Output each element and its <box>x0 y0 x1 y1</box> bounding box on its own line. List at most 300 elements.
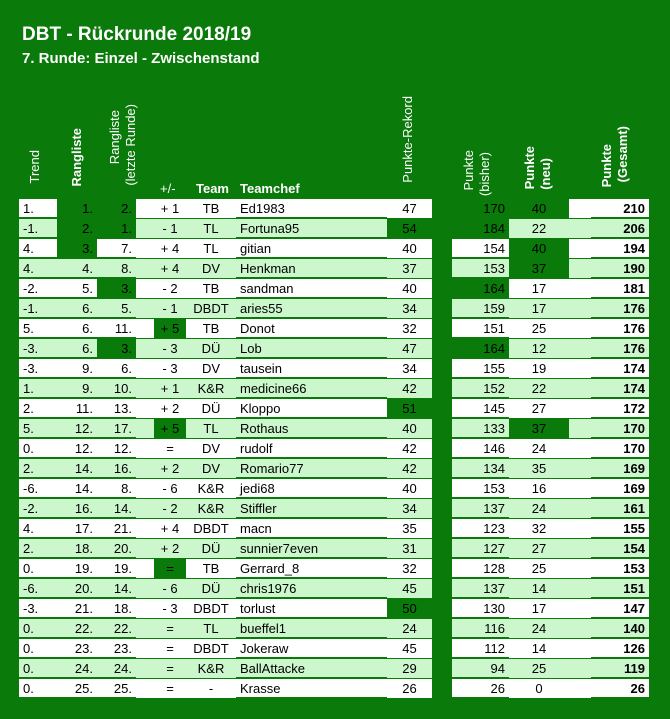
page-subtitle: 7. Runde: Einzel - Zwischenstand <box>22 50 260 67</box>
cell-gesamt: 169 <box>591 479 649 498</box>
cell-chef: medicine66 <box>236 379 387 398</box>
cell-prev: 18. <box>97 599 136 618</box>
cell-bisher: 170 <box>452 199 509 218</box>
cell-diff: + 2 <box>154 539 186 559</box>
cell-trend: 0. <box>19 439 57 458</box>
cell-rank: 25. <box>57 679 97 698</box>
row-spacer <box>136 359 154 379</box>
cell-prev: 24. <box>97 659 136 678</box>
table-row <box>19 399 649 419</box>
cell-team: K&R <box>186 479 236 499</box>
cell-diff: + 4 <box>154 259 186 279</box>
cell-team: K&R <box>186 379 236 399</box>
cell-chef: Gerrard_8 <box>236 559 387 578</box>
cell-bisher: 153 <box>452 479 509 498</box>
cell-rekord: 42 <box>387 459 432 479</box>
cell-diff: = <box>154 619 186 639</box>
header-rangliste-prev: Rangliste <box>107 110 122 165</box>
cell-gesamt: 174 <box>591 379 649 398</box>
cell-diff: + 2 <box>154 459 186 479</box>
table-row <box>19 539 649 559</box>
row-spacer <box>136 279 154 299</box>
cell-team: - <box>186 679 236 699</box>
cell-neu: 17 <box>509 279 569 299</box>
row-spacer <box>136 619 154 639</box>
cell-prev: 12. <box>97 439 136 458</box>
table-row <box>19 319 649 339</box>
page-title: DBT - Rückrunde 2018/19 <box>22 24 252 45</box>
cell-rank: 17. <box>57 519 97 538</box>
row-spacer <box>136 379 154 399</box>
cell-rank: 22. <box>57 619 97 638</box>
cell-neu: 14 <box>509 579 569 599</box>
cell-rank: 20. <box>57 579 97 598</box>
cell-trend: 1. <box>19 379 57 398</box>
row-spacer <box>136 639 154 659</box>
cell-rank: 2. <box>57 219 97 238</box>
cell-chef: Ed1983 <box>236 199 387 218</box>
cell-prev: 25. <box>97 679 136 698</box>
cell-diff: + 4 <box>154 519 186 539</box>
table-row <box>19 639 649 659</box>
cell-trend: 2. <box>19 459 57 478</box>
cell-bisher: 159 <box>452 299 509 318</box>
cell-trend: 5. <box>19 319 57 338</box>
cell-diff: - 2 <box>154 499 186 519</box>
cell-team: TB <box>186 559 236 579</box>
cell-rank: 24. <box>57 659 97 678</box>
cell-neu: 40 <box>509 239 569 259</box>
cell-rank: 12. <box>57 419 97 438</box>
cell-trend: 4. <box>19 519 57 538</box>
cell-rekord: 34 <box>387 499 432 519</box>
cell-rank: 6. <box>57 299 97 318</box>
cell-trend: -1. <box>19 219 57 238</box>
cell-prev: 3. <box>97 279 136 298</box>
header-punkte-bisher: Punkte <box>461 150 476 191</box>
cell-team: TB <box>186 319 236 339</box>
row-spacer <box>569 659 591 679</box>
row-spacer <box>569 199 591 219</box>
cell-neu: 37 <box>509 259 569 279</box>
cell-rank: 6. <box>57 339 97 358</box>
cell-rank: 9. <box>57 359 97 378</box>
cell-gesamt: 169 <box>591 459 649 478</box>
row-spacer <box>136 479 154 499</box>
cell-prev: 5. <box>97 299 136 318</box>
cell-team: DBDT <box>186 299 236 319</box>
cell-rekord: 50 <box>387 599 432 619</box>
cell-prev: 16. <box>97 459 136 478</box>
cell-chef: Henkman <box>236 259 387 278</box>
cell-neu: 24 <box>509 499 569 519</box>
cell-rank: 9. <box>57 379 97 398</box>
table-row <box>19 659 649 679</box>
table-row <box>19 459 649 479</box>
cell-neu: 32 <box>509 519 569 539</box>
table-row <box>19 559 649 579</box>
cell-trend: -2. <box>19 499 57 518</box>
cell-rank: 4. <box>57 259 97 278</box>
cell-diff: - 6 <box>154 579 186 599</box>
row-spacer <box>136 239 154 259</box>
cell-chef: BallAttacke <box>236 659 387 678</box>
cell-rekord: 37 <box>387 259 432 279</box>
cell-chef: torlust <box>236 599 387 618</box>
header-teamchef: Teamchef <box>240 181 300 196</box>
row-spacer <box>136 299 154 319</box>
row-spacer <box>136 339 154 359</box>
table-row <box>19 679 649 699</box>
row-spacer <box>136 419 154 439</box>
table-row <box>19 299 649 319</box>
cell-chef: rudolf <box>236 439 387 458</box>
row-spacer <box>569 679 591 699</box>
cell-rekord: 29 <box>387 659 432 679</box>
cell-rekord: 24 <box>387 619 432 639</box>
cell-bisher: 151 <box>452 319 509 338</box>
cell-gesamt: 181 <box>591 279 649 298</box>
cell-diff: + 2 <box>154 399 186 419</box>
cell-neu: 22 <box>509 219 569 239</box>
table-row <box>19 479 649 499</box>
cell-chef: Rothaus <box>236 419 387 438</box>
cell-team: DBDT <box>186 599 236 619</box>
row-spacer <box>569 499 591 519</box>
cell-rekord: 42 <box>387 379 432 399</box>
row-spacer <box>569 439 591 459</box>
cell-gesamt: 206 <box>591 219 649 238</box>
row-spacer <box>136 319 154 339</box>
cell-bisher: 94 <box>452 659 509 678</box>
cell-chef: Kloppo <box>236 399 387 418</box>
cell-diff: - 3 <box>154 599 186 619</box>
cell-chef: Fortuna95 <box>236 219 387 238</box>
cell-neu: 19 <box>509 359 569 379</box>
cell-gesamt: 153 <box>591 559 649 578</box>
cell-gesamt: 26 <box>591 679 649 698</box>
cell-rekord: 45 <box>387 579 432 599</box>
row-spacer <box>569 379 591 399</box>
cell-rank: 11. <box>57 399 97 418</box>
cell-rekord: 31 <box>387 539 432 559</box>
row-spacer <box>569 219 591 239</box>
cell-rank: 5. <box>57 279 97 298</box>
cell-diff: + 5 <box>154 319 186 339</box>
cell-diff: - 2 <box>154 279 186 299</box>
cell-diff: + 1 <box>154 379 186 399</box>
row-spacer <box>569 299 591 319</box>
cell-trend: 4. <box>19 259 57 278</box>
cell-diff: - 3 <box>154 359 186 379</box>
cell-bisher: 130 <box>452 599 509 618</box>
table-row <box>19 339 649 359</box>
cell-rank: 1. <box>57 199 97 218</box>
cell-team: DV <box>186 439 236 459</box>
cell-chef: macn <box>236 519 387 538</box>
cell-team: K&R <box>186 499 236 519</box>
cell-team: TL <box>186 239 236 259</box>
cell-gesamt: 176 <box>591 299 649 318</box>
cell-bisher: 155 <box>452 359 509 378</box>
cell-chef: Lob <box>236 339 387 358</box>
cell-gesamt: 147 <box>591 599 649 618</box>
cell-team: DV <box>186 459 236 479</box>
cell-neu: 24 <box>509 619 569 639</box>
cell-prev: 14. <box>97 579 136 598</box>
cell-bisher: 26 <box>452 679 509 698</box>
cell-rekord: 47 <box>387 339 432 359</box>
cell-chef: jedi68 <box>236 479 387 498</box>
row-spacer <box>569 319 591 339</box>
cell-rekord: 40 <box>387 239 432 259</box>
row-spacer <box>136 599 154 619</box>
cell-neu: 27 <box>509 539 569 559</box>
cell-neu: 35 <box>509 459 569 479</box>
cell-bisher: 164 <box>452 279 509 298</box>
cell-gesamt: 174 <box>591 359 649 378</box>
cell-diff: + 5 <box>154 419 186 439</box>
standings-table <box>19 199 649 699</box>
row-spacer <box>136 579 154 599</box>
cell-prev: 13. <box>97 399 136 418</box>
cell-rank: 6. <box>57 319 97 338</box>
cell-bisher: 112 <box>452 639 509 658</box>
cell-trend: -2. <box>19 279 57 298</box>
header-rangliste: Rangliste <box>69 128 84 187</box>
row-spacer <box>136 659 154 679</box>
table-row <box>19 439 649 459</box>
cell-diff: + 4 <box>154 239 186 259</box>
cell-diff: - 6 <box>154 479 186 499</box>
cell-prev: 23. <box>97 639 136 658</box>
row-spacer <box>136 559 154 579</box>
cell-neu: 12 <box>509 339 569 359</box>
cell-team: TB <box>186 199 236 219</box>
cell-prev: 11. <box>97 319 136 338</box>
cell-neu: 22 <box>509 379 569 399</box>
cell-neu: 17 <box>509 599 569 619</box>
cell-bisher: 145 <box>452 399 509 418</box>
cell-bisher: 116 <box>452 619 509 638</box>
row-spacer <box>136 519 154 539</box>
cell-bisher: 137 <box>452 579 509 598</box>
cell-gesamt: 176 <box>591 339 649 358</box>
cell-rekord: 40 <box>387 279 432 299</box>
cell-rank: 14. <box>57 479 97 498</box>
cell-trend: 4. <box>19 239 57 258</box>
cell-team: K&R <box>186 659 236 679</box>
table-row <box>19 599 649 619</box>
cell-trend: 0. <box>19 659 57 678</box>
cell-prev: 3. <box>97 339 136 358</box>
cell-bisher: 123 <box>452 519 509 538</box>
cell-diff: - 1 <box>154 219 186 239</box>
table-row <box>19 259 649 279</box>
cell-trend: -3. <box>19 339 57 358</box>
cell-rekord: 32 <box>387 559 432 579</box>
cell-prev: 2. <box>97 199 136 218</box>
cell-chef: Jokeraw <box>236 639 387 658</box>
cell-trend: 2. <box>19 539 57 558</box>
cell-bisher: 133 <box>452 419 509 438</box>
cell-neu: 16 <box>509 479 569 499</box>
cell-gesamt: 170 <box>591 419 649 438</box>
cell-neu: 37 <box>509 419 569 439</box>
cell-bisher: 154 <box>452 239 509 258</box>
cell-prev: 6. <box>97 359 136 378</box>
header-team: Team <box>196 181 229 196</box>
cell-bisher: 137 <box>452 499 509 518</box>
row-spacer <box>136 459 154 479</box>
cell-prev: 10. <box>97 379 136 398</box>
cell-prev: 19. <box>97 559 136 578</box>
cell-diff: + 1 <box>154 199 186 219</box>
cell-rank: 16. <box>57 499 97 518</box>
cell-trend: -3. <box>19 599 57 618</box>
cell-rekord: 47 <box>387 199 432 219</box>
row-spacer <box>569 259 591 279</box>
cell-prev: 22. <box>97 619 136 638</box>
table-row <box>19 199 649 219</box>
cell-chef: chris1976 <box>236 579 387 598</box>
cell-diff: = <box>154 439 186 459</box>
cell-bisher: 164 <box>452 339 509 358</box>
cell-bisher: 128 <box>452 559 509 578</box>
cell-prev: 14. <box>97 499 136 518</box>
cell-team: DBDT <box>186 639 236 659</box>
cell-trend: 1. <box>19 199 57 218</box>
cell-chef: gitian <box>236 239 387 258</box>
cell-gesamt: 176 <box>591 319 649 338</box>
cell-diff: = <box>154 679 186 699</box>
table-row <box>19 419 649 439</box>
cell-team: DÜ <box>186 339 236 359</box>
cell-rank: 12. <box>57 439 97 458</box>
cell-trend: -3. <box>19 359 57 378</box>
cell-rekord: 51 <box>387 399 432 419</box>
cell-trend: -6. <box>19 579 57 598</box>
row-spacer <box>136 399 154 419</box>
cell-trend: 0. <box>19 679 57 698</box>
cell-neu: 25 <box>509 659 569 679</box>
table-row <box>19 239 649 259</box>
row-spacer <box>569 239 591 259</box>
row-spacer <box>569 599 591 619</box>
cell-prev: 8. <box>97 479 136 498</box>
table-row <box>19 519 649 539</box>
header-punkte-gesamt: Punkte <box>599 144 614 188</box>
table-row <box>19 379 649 399</box>
cell-gesamt: 119 <box>591 659 649 678</box>
cell-chef: Stiffler <box>236 499 387 518</box>
header-punkte-neu-sub: (neu) <box>538 158 553 190</box>
cell-rekord: 35 <box>387 519 432 539</box>
row-spacer <box>136 499 154 519</box>
table-row <box>19 279 649 299</box>
header-punkte-bisher-sub: (bisher) <box>477 152 492 197</box>
cell-rekord: 54 <box>387 219 432 239</box>
cell-chef: sunnier7even <box>236 539 387 558</box>
cell-bisher: 146 <box>452 439 509 458</box>
row-spacer <box>136 539 154 559</box>
row-spacer <box>136 439 154 459</box>
cell-rank: 3. <box>57 239 97 258</box>
cell-prev: 20. <box>97 539 136 558</box>
row-spacer <box>569 619 591 639</box>
row-spacer <box>569 479 591 499</box>
table-row <box>19 579 649 599</box>
row-spacer <box>569 539 591 559</box>
row-spacer <box>569 459 591 479</box>
cell-rekord: 42 <box>387 439 432 459</box>
cell-team: DV <box>186 259 236 279</box>
cell-gesamt: 140 <box>591 619 649 638</box>
cell-diff: = <box>154 559 186 579</box>
cell-gesamt: 194 <box>591 239 649 258</box>
row-spacer <box>136 679 154 699</box>
row-spacer <box>136 219 154 239</box>
cell-neu: 27 <box>509 399 569 419</box>
cell-bisher: 127 <box>452 539 509 558</box>
cell-bisher: 153 <box>452 259 509 278</box>
table-row <box>19 219 649 239</box>
row-spacer <box>569 579 591 599</box>
table-row <box>19 359 649 379</box>
row-spacer <box>136 259 154 279</box>
cell-chef: bueffel1 <box>236 619 387 638</box>
cell-team: DÜ <box>186 399 236 419</box>
table-row <box>19 619 649 639</box>
cell-gesamt: 151 <box>591 579 649 598</box>
header-diff: +/- <box>160 181 176 196</box>
cell-prev: 7. <box>97 239 136 258</box>
cell-team: DÜ <box>186 579 236 599</box>
cell-diff: - 3 <box>154 339 186 359</box>
cell-bisher: 184 <box>452 219 509 238</box>
cell-rank: 14. <box>57 459 97 478</box>
cell-diff: = <box>154 659 186 679</box>
row-spacer <box>569 639 591 659</box>
row-spacer <box>569 399 591 419</box>
cell-prev: 1. <box>97 219 136 238</box>
cell-gesamt: 154 <box>591 539 649 558</box>
cell-rank: 19. <box>57 559 97 578</box>
cell-chef: Donot <box>236 319 387 338</box>
row-spacer <box>569 279 591 299</box>
cell-neu: 25 <box>509 319 569 339</box>
header-trend: Trend <box>27 150 42 184</box>
cell-neu: 17 <box>509 299 569 319</box>
cell-rank: 18. <box>57 539 97 558</box>
cell-trend: 0. <box>19 559 57 578</box>
cell-trend: -1. <box>19 299 57 318</box>
cell-rank: 23. <box>57 639 97 658</box>
table-row <box>19 499 649 519</box>
cell-bisher: 152 <box>452 379 509 398</box>
cell-team: TB <box>186 279 236 299</box>
cell-rekord: 40 <box>387 419 432 439</box>
cell-team: DV <box>186 359 236 379</box>
cell-trend: 5. <box>19 419 57 438</box>
header-punkte-gesamt-sub: (Gesamt) <box>615 126 630 183</box>
cell-rekord: 32 <box>387 319 432 339</box>
cell-prev: 17. <box>97 419 136 438</box>
cell-team: DÜ <box>186 539 236 559</box>
cell-neu: 24 <box>509 439 569 459</box>
row-spacer <box>569 519 591 539</box>
cell-neu: 0 <box>509 679 569 699</box>
